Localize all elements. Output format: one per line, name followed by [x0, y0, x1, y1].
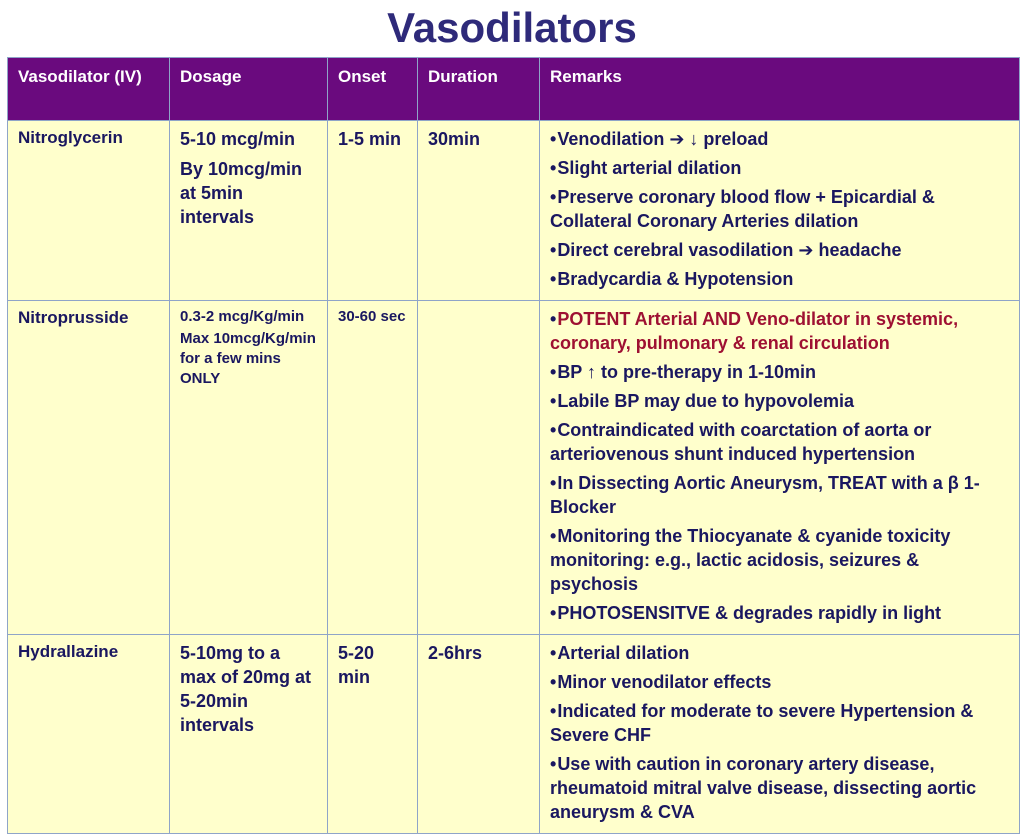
header-duration: Duration	[418, 58, 540, 121]
bullet-icon: •	[550, 309, 557, 329]
remark-item	[550, 670, 1011, 694]
bullet-icon: •	[550, 269, 557, 289]
remark-item	[550, 752, 1011, 824]
remark-text: PHOTOSENSITVE & degrades rapidly in light	[557, 603, 942, 623]
remark-item	[550, 307, 1011, 355]
remark-item	[550, 389, 1011, 413]
vasodilator-table	[7, 57, 1020, 834]
remark-text: Use with caution in coronary artery disease, rheumatoid mitral valve disease, dissecting aortic aneurysm & CVA	[550, 754, 977, 822]
remark-text: Slight arterial dilation	[557, 158, 742, 178]
drug-name: Nitroglycerin	[8, 121, 170, 301]
slide-title: Vasodilators	[387, 4, 637, 51]
bullet-icon: •	[550, 420, 557, 440]
dosage-line: Max 10mcg/Kg/min for a few mins ONLY	[180, 330, 316, 387]
header-onset: Onset	[328, 58, 418, 121]
dosage-line: 5-10mg to a max of 20mg at 5-20min intervals	[180, 643, 312, 735]
remarks-cell	[540, 635, 1020, 834]
remark-item	[550, 238, 1011, 262]
header-drug: Vasodilator (IV)	[8, 58, 170, 121]
onset-cell: 30-60 sec	[328, 301, 418, 635]
bullet-icon: •	[550, 187, 557, 207]
remark-text: Minor venodilator effects	[557, 672, 772, 692]
bullet-icon: •	[550, 158, 557, 178]
remark-text: Direct cerebral vasodilation ➔ headache	[557, 240, 902, 260]
bullet-icon: •	[550, 754, 557, 774]
remarks-cell	[540, 301, 1020, 635]
bullet-icon: •	[550, 603, 557, 623]
remark-text: In Dissecting Aortic Aneurysm, TREAT with a β 1-Blocker	[550, 473, 980, 517]
duration-cell	[418, 301, 540, 635]
remark-item	[550, 127, 1011, 151]
remark-item	[550, 641, 1011, 665]
onset-cell: 5-20 min	[328, 635, 418, 834]
dosage-cell	[170, 121, 328, 301]
bullet-icon: •	[550, 701, 557, 721]
remark-text: Bradycardia & Hypotension	[557, 269, 794, 289]
table-row	[8, 635, 1020, 834]
remark-item	[550, 699, 1011, 747]
duration-cell: 30min	[418, 121, 540, 301]
remark-text: Labile BP may due to hypovolemia	[557, 391, 855, 411]
remark-text: Monitoring the Thiocyanate & cyanide toxicity monitoring: e.g., lactic acidosis, seizures & psychosis	[550, 526, 951, 594]
remark-text: Venodilation ➔ ↓ preload	[557, 129, 769, 149]
duration-cell: 2-6hrs	[418, 635, 540, 834]
dosage-cell	[170, 635, 328, 834]
remark-item	[550, 185, 1011, 233]
remark-item	[550, 471, 1011, 519]
remark-item	[550, 156, 1011, 180]
remarks-cell	[540, 121, 1020, 301]
table-header-row	[8, 58, 1020, 121]
remark-item	[550, 360, 1011, 384]
bullet-icon: •	[550, 362, 557, 382]
dosage-line: 5-10 mcg/min	[180, 129, 296, 149]
remark-text: POTENT Arterial AND Veno-dilator in systemic, coronary, pulmonary & renal circulation	[550, 309, 959, 353]
onset-cell: 1-5 min	[328, 121, 418, 301]
remark-text: Indicated for moderate to severe Hypertension & Severe CHF	[550, 701, 974, 745]
header-dosage: Dosage	[170, 58, 328, 121]
remark-text: Preserve coronary blood flow + Epicardial & Collateral Coronary Arteries dilation	[550, 187, 935, 231]
header-remarks: Remarks	[540, 58, 1020, 121]
bullet-icon: •	[550, 672, 557, 692]
drug-name: Hydrallazine	[8, 635, 170, 834]
dosage-line: By 10mcg/min at 5min intervals	[180, 159, 303, 227]
drug-name: Nitroprusside	[8, 301, 170, 635]
bullet-icon: •	[550, 526, 557, 546]
remark-item	[550, 601, 1011, 625]
remark-text: BP ↑ to pre-therapy in 1-10min	[557, 362, 817, 382]
remark-item	[550, 418, 1011, 466]
remark-item	[550, 524, 1011, 596]
table-row	[8, 301, 1020, 635]
bullet-icon: •	[550, 643, 557, 663]
bullet-icon: •	[550, 129, 557, 149]
dosage-cell	[170, 301, 328, 635]
bullet-icon: •	[550, 240, 557, 260]
bullet-icon: •	[550, 473, 557, 493]
remark-item	[550, 267, 1011, 291]
bullet-icon: •	[550, 391, 557, 411]
remark-text: Contraindicated with coarctation of aorta or arteriovenous shunt induced hypertension	[550, 420, 932, 464]
remark-text: Arterial dilation	[557, 643, 690, 663]
dosage-line: 0.3-2 mcg/Kg/min	[180, 308, 305, 325]
table-row	[8, 121, 1020, 301]
